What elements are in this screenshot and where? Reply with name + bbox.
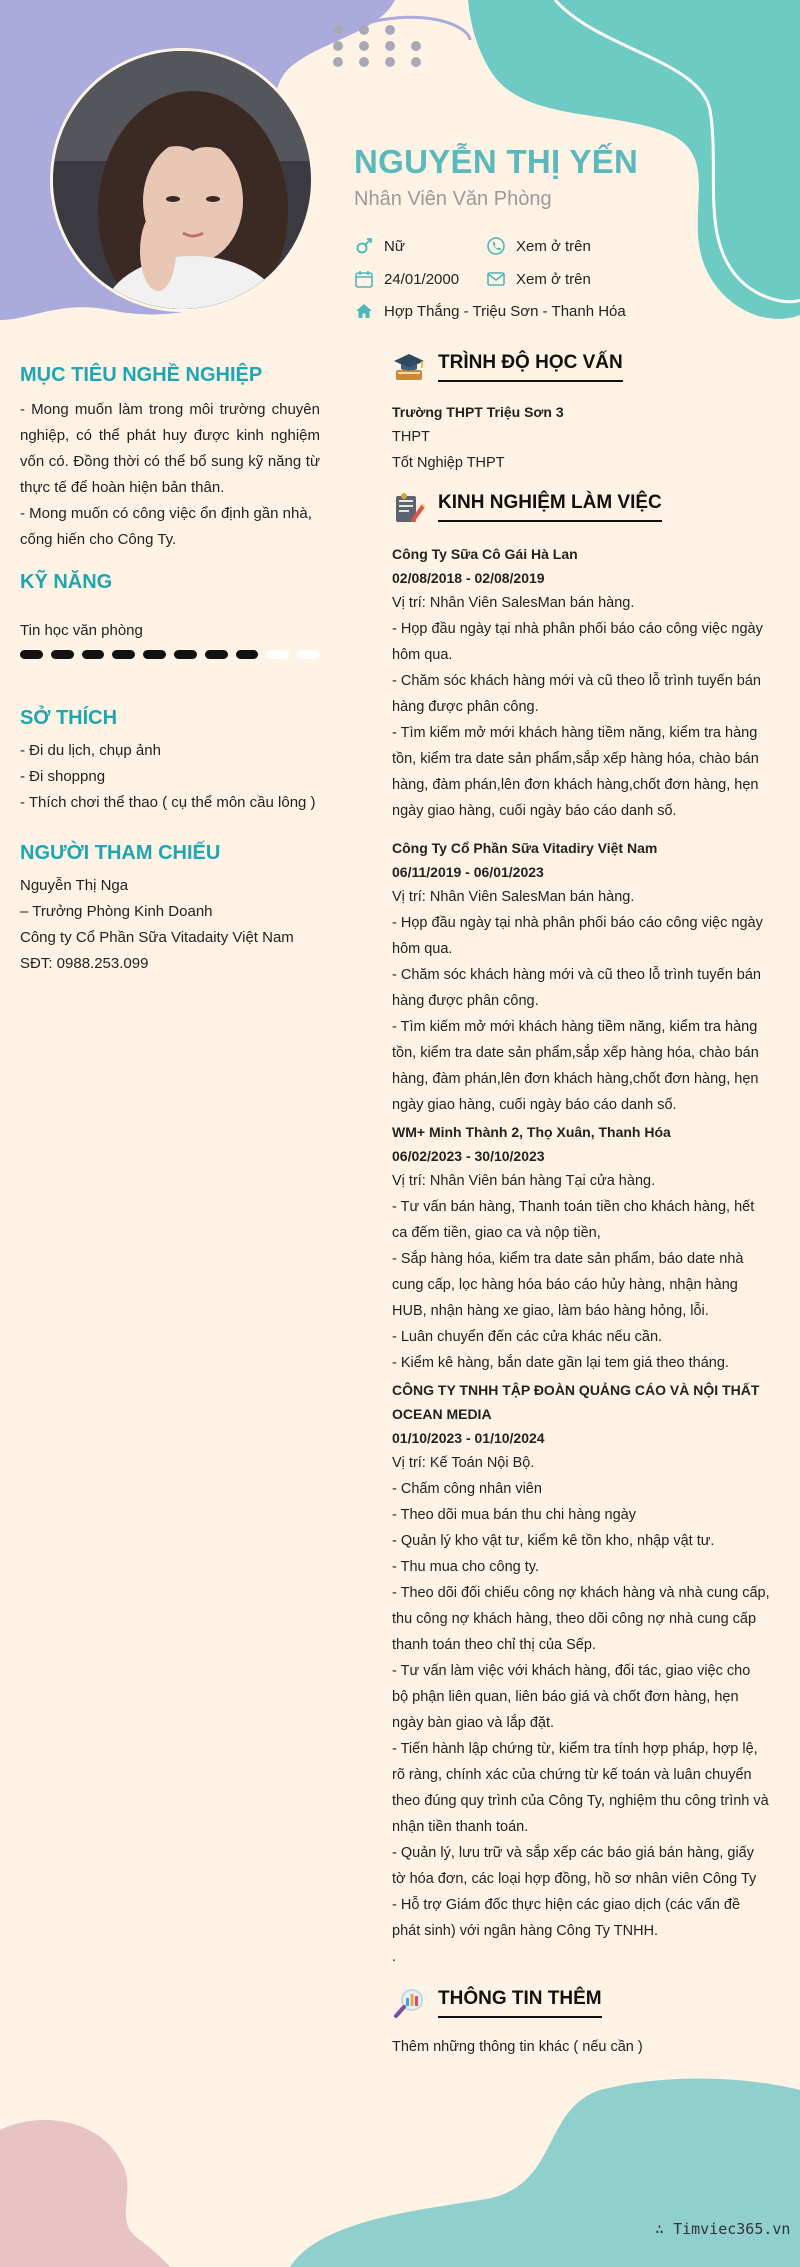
gender-row <box>354 236 405 256</box>
job-entry <box>392 1378 770 1970</box>
extra-title: THÔNG TIN THÊM <box>438 1988 602 2018</box>
skill-segment-filled <box>236 650 259 659</box>
analytics-magnifier-icon <box>392 1986 426 2020</box>
skill-segment-filled <box>82 650 105 659</box>
gender-text: Nữ <box>384 237 405 255</box>
skill-segment-filled <box>20 650 43 659</box>
job-line: Vị trí: Nhân Viên bán hàng Tại cửa hàng. <box>392 1173 656 1189</box>
objective-line: - Mong muốn có công việc ổn định gần nhà, cống hiến cho Công Ty. <box>20 505 312 548</box>
address-text: Hợp Thắng - Triệu Sơn - Thanh Hóa <box>384 302 626 320</box>
reference-line: Nguyễn Thị Nga <box>20 877 129 894</box>
objective-title: MỤC TIÊU NGHỀ NGHIỆP <box>20 364 263 386</box>
job-company: WM+ Minh Thành 2, Thọ Xuân, Thanh Hóa <box>392 1124 671 1140</box>
skill-segment-filled <box>205 650 228 659</box>
job-dates: 06/02/2023 - 30/10/2023 <box>392 1148 545 1164</box>
job-line: - Tiến hành lập chứng từ, kiểm tra tính hợp pháp, hợp lệ, rõ ràng, chính xác của chứng từ kế toán và luân chuyển theo đúng quy trình của Công Ty, nghiệm thu công trình và nhận tiền thanh toán. <box>392 1741 769 1835</box>
hobby-item: - Đi shoppng <box>20 768 106 785</box>
graduation-cap-icon <box>392 350 426 384</box>
birthday-text: 24/01/2000 <box>384 270 460 288</box>
gender-icon <box>354 236 374 256</box>
job-line: - Quản lý, lưu trữ và sắp xếp các báo giá bán hàng, giấy tờ hóa đơn, các loại hợp đồng, hồ sơ nhân viên Công Ty <box>392 1845 757 1887</box>
skill-segment-filled <box>51 650 74 659</box>
job-line: . <box>392 1949 397 1965</box>
job-line: - Hỗ trợ Giám đốc thực hiện các giao dịch (các vấn đề phát sinh) với ngân hàng Công Ty TNHH. <box>392 1897 741 1939</box>
job-line: - Họp đầu ngày tại nhà phân phối báo cáo công việc ngày hôm qua. <box>392 621 763 663</box>
job-line: - Tư vấn làm việc với khách hàng, đối tác, giao việc cho bộ phận liên quan, liên báo giá và chốt đơn hàng, hẹn ngày bàn giao và lắp đặt. <box>392 1663 751 1731</box>
calendar-icon <box>354 269 374 289</box>
phone-icon <box>486 236 506 256</box>
job-line: - Sắp hàng hóa, kiểm tra date sản phẩm, báo date nhà cung cấp, lọc hàng hóa báo cáo hủy hàng, nhận hàng HUB, nhận hàng xe giao, làm báo hàng hỏng, lỗi. <box>392 1251 744 1319</box>
left-column <box>20 364 320 977</box>
extra-header <box>392 1986 770 2020</box>
skill-segment-filled <box>112 650 135 659</box>
job-line: - Theo dõi mua bán thu chi hàng ngày <box>392 1507 636 1523</box>
job-company: CÔNG TY TNHH TẬP ĐOÀN QUẢNG CÁO VÀ NỘI THẤT OCEAN MEDIA <box>392 1382 760 1422</box>
job-dates: 01/10/2023 - 01/10/2024 <box>392 1430 545 1446</box>
home-icon <box>354 301 374 321</box>
extra-text: Thêm những thông tin khác ( nếu cần ) <box>392 2039 643 2055</box>
avatar <box>50 48 314 312</box>
job-line: - Tư vấn bán hàng, Thanh toán tiền cho khách hàng, hết ca đếm tiền, giao ca và nộp tiền, <box>392 1199 755 1241</box>
education-result: Tốt Nghiệp THPT <box>392 455 505 471</box>
experience-title: KINH NGHIỆM LÀM VIỆC <box>438 492 662 522</box>
job-entry <box>392 542 770 824</box>
job-line: - Chăm sóc khách hàng mới và cũ theo lỗ trình tuyến bán hàng được phân công. <box>392 967 761 1009</box>
skill-level-bar <box>20 650 320 659</box>
job-line: - Chăm sóc khách hàng mới và cũ theo lỗ trình tuyến bán hàng được phân công. <box>392 673 761 715</box>
candidate-title: Nhân Viên Văn Phòng <box>354 188 552 210</box>
job-line: - Theo dõi đối chiếu công nợ khách hàng và nhà cung cấp, thu công nợ khách hàng, theo dõi công nợ nhà cung cấp thanh toán theo chỉ thị của Sếp. <box>392 1585 770 1653</box>
birthday-row <box>354 269 459 289</box>
hobby-item: - Đi du lịch, chụp ảnh <box>20 742 161 759</box>
job-dates: 06/11/2019 - 06/01/2023 <box>392 864 544 880</box>
right-column <box>392 350 770 2060</box>
job-entry <box>392 836 770 1118</box>
job-dates: 02/08/2018 - 02/08/2019 <box>392 570 545 586</box>
watermark-text: Timviec365.vn <box>673 2220 791 2238</box>
address-row <box>354 301 626 321</box>
references-title: NGƯỜI THAM CHIẾU <box>20 842 221 864</box>
job-line: - Thu mua cho công ty. <box>392 1559 539 1575</box>
phone-text: Xem ở trên <box>516 237 591 255</box>
education-major: THPT <box>392 429 430 445</box>
job-line: - Tìm kiếm mở mới khách hàng tiềm năng, kiểm tra hàng tồn, kiểm tra date sản phẩm,sắp xếp hàng hóa, chào bán hàng, đàm phán,lên đơn khách hàng,chốt đơn hàng, hẹn ngày giao hàng, cuối ngày báo cáo danh số. <box>392 725 759 819</box>
skill-name: Tin học văn phòng <box>20 622 143 639</box>
objective-line: - Mong muốn làm trong môi trường chuyên nghiệp, có thể phát huy được kinh nghiệm vốn có. Đồng thời có thể bổ sung kỹ năng từ thực tế để hoàn hiện bản thân. <box>20 401 320 496</box>
hobby-item: - Thích chơi thể thao ( cụ thể môn cầu lông ) <box>20 794 316 811</box>
job-company: Công Ty Sữa Cô Gái Hà Lan <box>392 546 578 562</box>
watermark: ∴ Timviec365.vn <box>655 2220 791 2238</box>
email-text: Xem ở trên <box>516 270 591 288</box>
education-header <box>392 350 770 384</box>
work-document-icon <box>392 490 426 524</box>
reference-line: Công ty Cổ Phần Sữa Vitadaity Việt Nam <box>20 929 294 946</box>
job-line: - Quản lý kho vật tư, kiểm kê tồn kho, nhập vật tư. <box>392 1533 715 1549</box>
reference-line: – Trưởng Phòng Kinh Doanh <box>20 903 213 920</box>
skills-title: KỸ NĂNG <box>20 571 113 593</box>
job-line: Vị trí: Nhân Viên SalesMan bán hàng. <box>392 595 635 611</box>
skill-segment-empty <box>297 650 320 659</box>
education-school: Trường THPT Triệu Sơn 3 <box>392 404 564 420</box>
skill-segment-filled <box>174 650 197 659</box>
email-row <box>486 269 591 289</box>
skill-segment-empty <box>266 650 289 659</box>
experience-header <box>392 490 770 524</box>
job-line: Vị trí: Nhân Viên SalesMan bán hàng. <box>392 889 635 905</box>
job-entry <box>392 1120 770 1376</box>
phone-row <box>486 236 591 256</box>
job-line: - Kiểm kê hàng, bắn date gần lại tem giá theo tháng. <box>392 1355 729 1371</box>
job-line: - Luân chuyển đến các cửa khác nếu cần. <box>392 1329 663 1345</box>
job-company: Công Ty Cổ Phần Sữa Vitadiry Việt Nam <box>392 840 658 856</box>
email-icon <box>486 269 506 289</box>
reference-line: SĐT: 0988.253.099 <box>20 955 149 972</box>
job-line: - Chấm công nhân viên <box>392 1481 542 1497</box>
job-line: - Tìm kiếm mở mới khách hàng tiềm năng, kiểm tra hàng tồn, kiểm tra date sản phẩm,sắp xếp hàng hóa, chào bán hàng, đàm phán,lên đơn khách hàng,chốt đơn hàng, hẹn ngày giao hàng, cuối ngày báo cáo danh số. <box>392 1019 759 1113</box>
education-title: TRÌNH ĐỘ HỌC VẤN <box>438 352 623 382</box>
job-line: Vị trí: Kế Toán Nội Bộ. <box>392 1455 535 1471</box>
skill-segment-filled <box>143 650 166 659</box>
candidate-name: NGUYỄN THỊ YẾN <box>354 143 639 180</box>
hobbies-title: SỞ THÍCH <box>20 707 118 729</box>
job-line: - Họp đầu ngày tại nhà phân phối báo cáo công việc ngày hôm qua. <box>392 915 763 957</box>
